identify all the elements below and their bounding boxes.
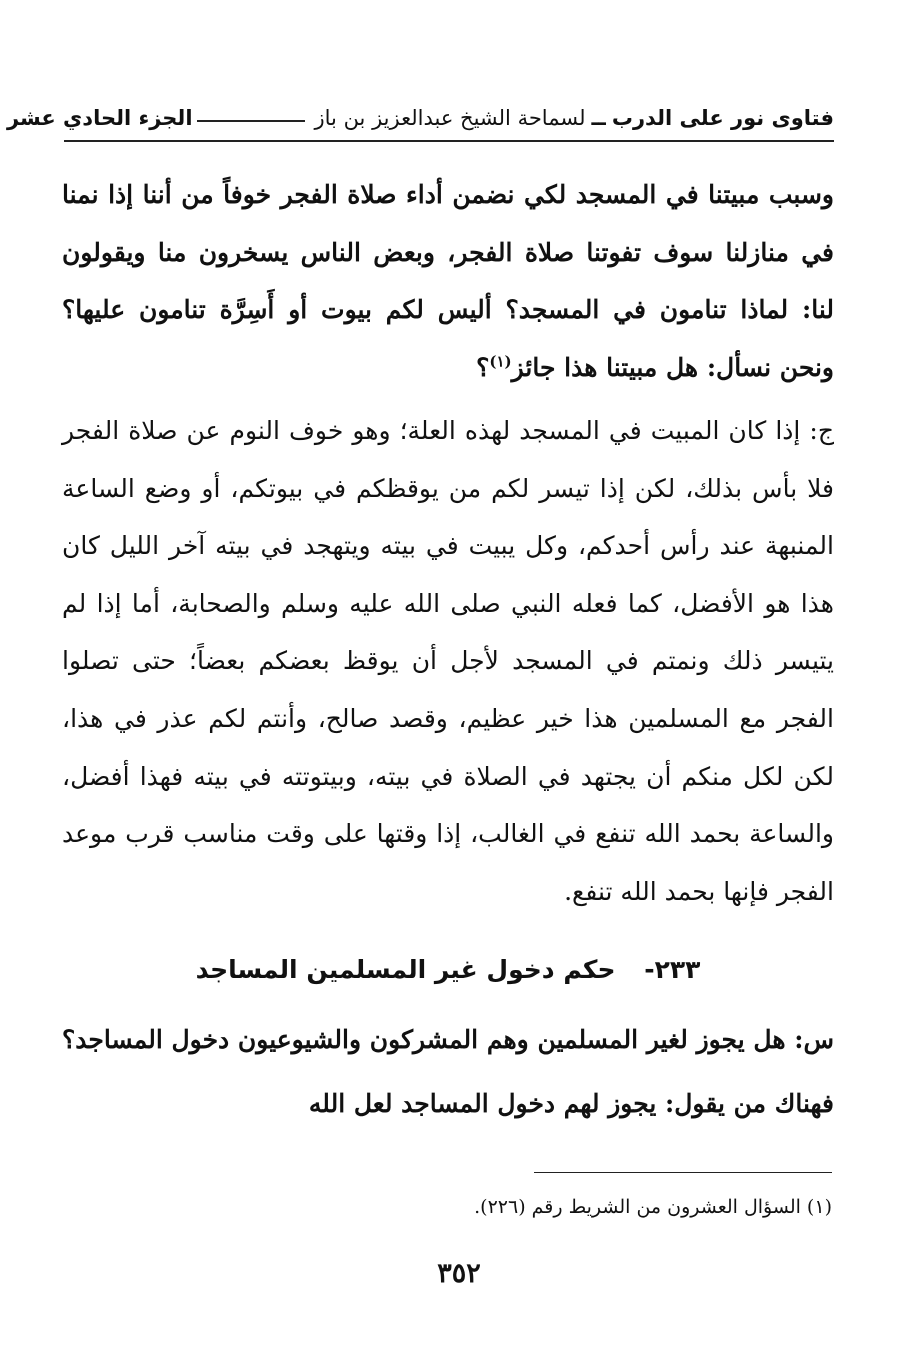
question-2-text: س: هل يجوز لغير المسلمين وهم المشركون والشيوعيون دخول المساجد؟ فهناك من يقول: يجوز لهم دخول المساجد لعل الله <box>62 1025 834 1118</box>
footnote-reference[interactable]: (١) <box>489 352 512 371</box>
question-end-mark: ؟ <box>476 352 490 382</box>
author-name: لسماحة الشيخ عبدالعزيز بن باز <box>314 106 586 130</box>
section-heading <box>62 950 834 990</box>
header-title-group <box>193 106 834 130</box>
answer-paragraph <box>62 402 834 920</box>
footnote-separator <box>534 1172 832 1173</box>
header-dash: ــ <box>591 106 606 130</box>
footnote <box>62 1192 832 1222</box>
footnote-text: (١) السؤال العشرون من الشريط رقم (٢٢٦). <box>474 1196 832 1218</box>
question-paragraph <box>62 166 834 396</box>
page-number: ٣٥٢ <box>437 1258 481 1289</box>
section-title: حكم دخول غير المسلمين المساجد <box>195 955 616 984</box>
section-number: ٢٣٣- <box>644 955 701 984</box>
running-header <box>6 96 834 142</box>
volume-part: الجزء الحادي عشر <box>6 106 193 130</box>
book-title: فتاوى نور على الدرب <box>611 106 834 130</box>
header-rule-divider <box>197 120 305 122</box>
answer-text: ج: إذا كان المبيت في المسجد لهذه العلة؛ وهو خوف النوم عن صلاة الفجر فلا بأس بذلك، لكن إذا تيسر لكم من يوقظكم في بيوتكم، أو وضع الساعة المنبهة عند رأس أحدكم، وكل يبيت في بيته ويتهجد في بيته آخر الليل كان هذا هو الأفضل، كما فعله النبي صلى الله عليه وسلم والصحابة، أما إذا لم يتيسر ذلك ونمتم في المسجد لأجل أن يوقظ بعضكم بعضاً؛ حتى تصلوا الفجر مع المسلمين هذا خير عظيم، وقصد صالح، وأنتم لكم عذر في هذا، لكن لكل منكم أن يجتهد في الصلاة في بيته، وبيتوتته في بيته فهذا أفضل، والساعة بحمد الله تنفع في الغالب، إذا وقتها على وقت مناسب قرب موعد الفجر فإنها بحمد الله تنفع. <box>62 416 834 906</box>
question-paragraph-2 <box>62 1008 834 1136</box>
question-text: وسبب مبيتنا في المسجد لكي نضمن أداء صلاة الفجر خوفاً من أننا إذا نمنا في منازلنا سوف تفوتنا صلاة الفجر، وبعض الناس يسخرون منا ويقولون لنا: لماذا تنامون في المسجد؟ أليس لكم بيوت أو أَسِرَّة تنامون عليها؟ ونحن نسأل: هل مبيتنا هذا جائز <box>62 180 834 382</box>
